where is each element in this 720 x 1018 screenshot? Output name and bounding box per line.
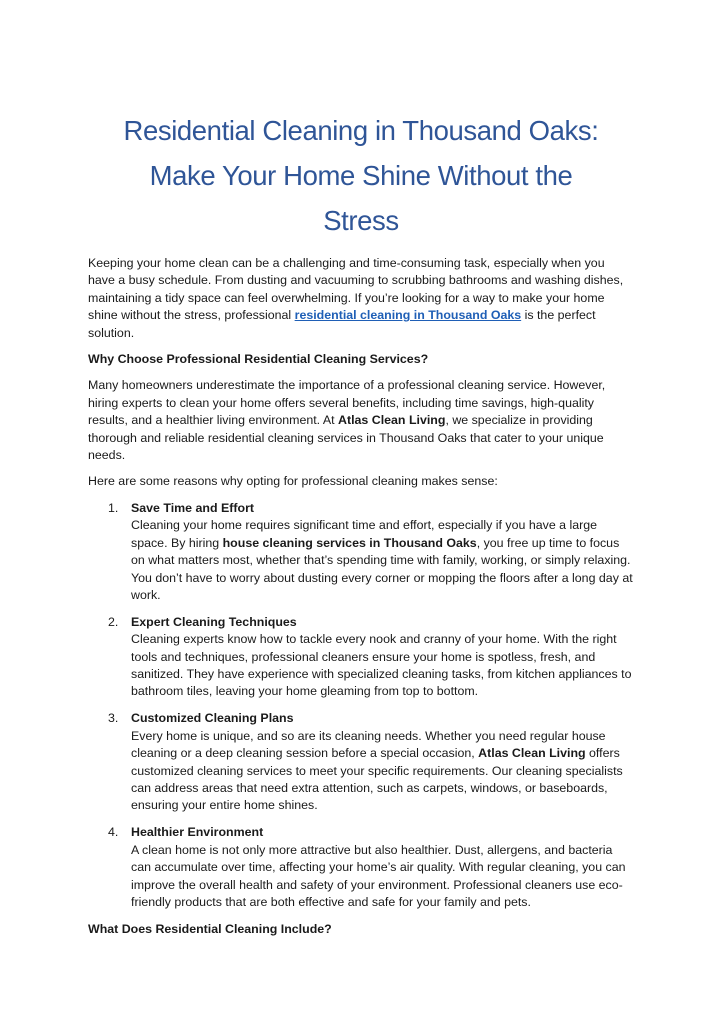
title-line: Stress xyxy=(323,205,399,236)
paragraph-text: Many homeowners underestimate the importance of a professional cleaning service. However, hiring experts to clean your home offers several benefits, including time savings, high-quality results, and a healthier living environment. At xyxy=(88,378,606,428)
list-item-bold: house cleaning services in Thousand Oaks xyxy=(222,535,477,550)
list-number: 1. xyxy=(108,500,119,515)
intro-text: Keeping your home clean can be a challenging and time-consuming task, especially when you have a busy schedule. From dusting and vacuuming to scrubbing bathrooms and washing dishes, maintaining a tidy space can feel overwhelming. If you’re looking for a way to make your home shine without the stress, professional xyxy=(88,256,624,323)
list-item-text-end: offers customized cleaning services to meet your specific requirements. Our cleaning specialists can address areas that need extra attention, such as carpets, windows, or baseboards, ensuring your entire home shines. xyxy=(131,746,623,813)
page-title xyxy=(88,0,634,243)
list-item-text: Every home is unique, and so are its cleaning needs. Whether you need regular house cleaning or a deep cleaning session before a special occasion, xyxy=(131,728,606,761)
list-item-text: Cleaning experts know how to tackle every nook and cranny of your home. With the right tools and techniques, professional cleaners ensure your home is spotless, fresh, and sanitized. They have experience with specialized cleaning tasks, from kitchen appliances to bathroom tiles, leaving your home gleaming from top to bottom. xyxy=(131,632,632,699)
list-item-title: Healthier Environment xyxy=(131,825,264,840)
reasons-intro: Here are some reasons why opting for professional cleaning makes sense: xyxy=(88,474,498,489)
paragraph-text-end: , we specialize in providing thorough and reliable residential cleaning services in Thousand Oaks that cater to your unique needs. xyxy=(88,413,604,463)
intro-paragraph xyxy=(88,255,634,342)
company-name: Atlas Clean Living xyxy=(338,413,446,428)
section-heading: What Does Residential Cleaning Include? xyxy=(88,921,332,936)
reasons-list xyxy=(88,500,634,911)
list-number: 2. xyxy=(108,614,119,629)
section-heading: Why Choose Professional Residential Cleaning Services? xyxy=(88,352,429,367)
section-paragraph xyxy=(88,377,634,464)
list-number: 3. xyxy=(108,711,119,726)
list-item xyxy=(88,500,634,604)
residential-cleaning-link[interactable]: residential cleaning in Thousand Oaks xyxy=(294,308,522,323)
list-item xyxy=(88,614,634,701)
list-number: 4. xyxy=(108,825,119,840)
list-item-text: Cleaning your home requires significant time and effort, especially if you have a large space. By hiring xyxy=(131,518,598,550)
title-line: Make Your Home Shine Without the xyxy=(149,160,573,191)
list-item xyxy=(88,824,634,911)
list-item-text: A clean home is not only more attractive but also healthier. Dust, allergens, and bacteria can accumulate over time, affecting your home’s air quality. With regular cleaning, you can improve the overall health and safety of your environment. Professional cleaners use eco-friendly products that are both effective and safe for your family and pets. xyxy=(131,842,626,909)
list-item-title: Save Time and Effort xyxy=(131,500,255,515)
list-item-title: Customized Cleaning Plans xyxy=(131,711,294,726)
list-item-bold: Atlas Clean Living xyxy=(478,746,586,761)
title-line: Residential Cleaning in Thousand Oaks: xyxy=(123,115,599,146)
list-item xyxy=(88,710,634,814)
list-item-title: Expert Cleaning Techniques xyxy=(131,614,297,629)
intro-text-end: is the perfect solution. xyxy=(88,308,596,340)
list-item-text-end: , you free up time to focus on what matters most, whether that’s spending time with family, working, or simply relaxing. You don’t have to worry about dusting every corner or mopping the floors after a long day at work. xyxy=(131,535,633,602)
